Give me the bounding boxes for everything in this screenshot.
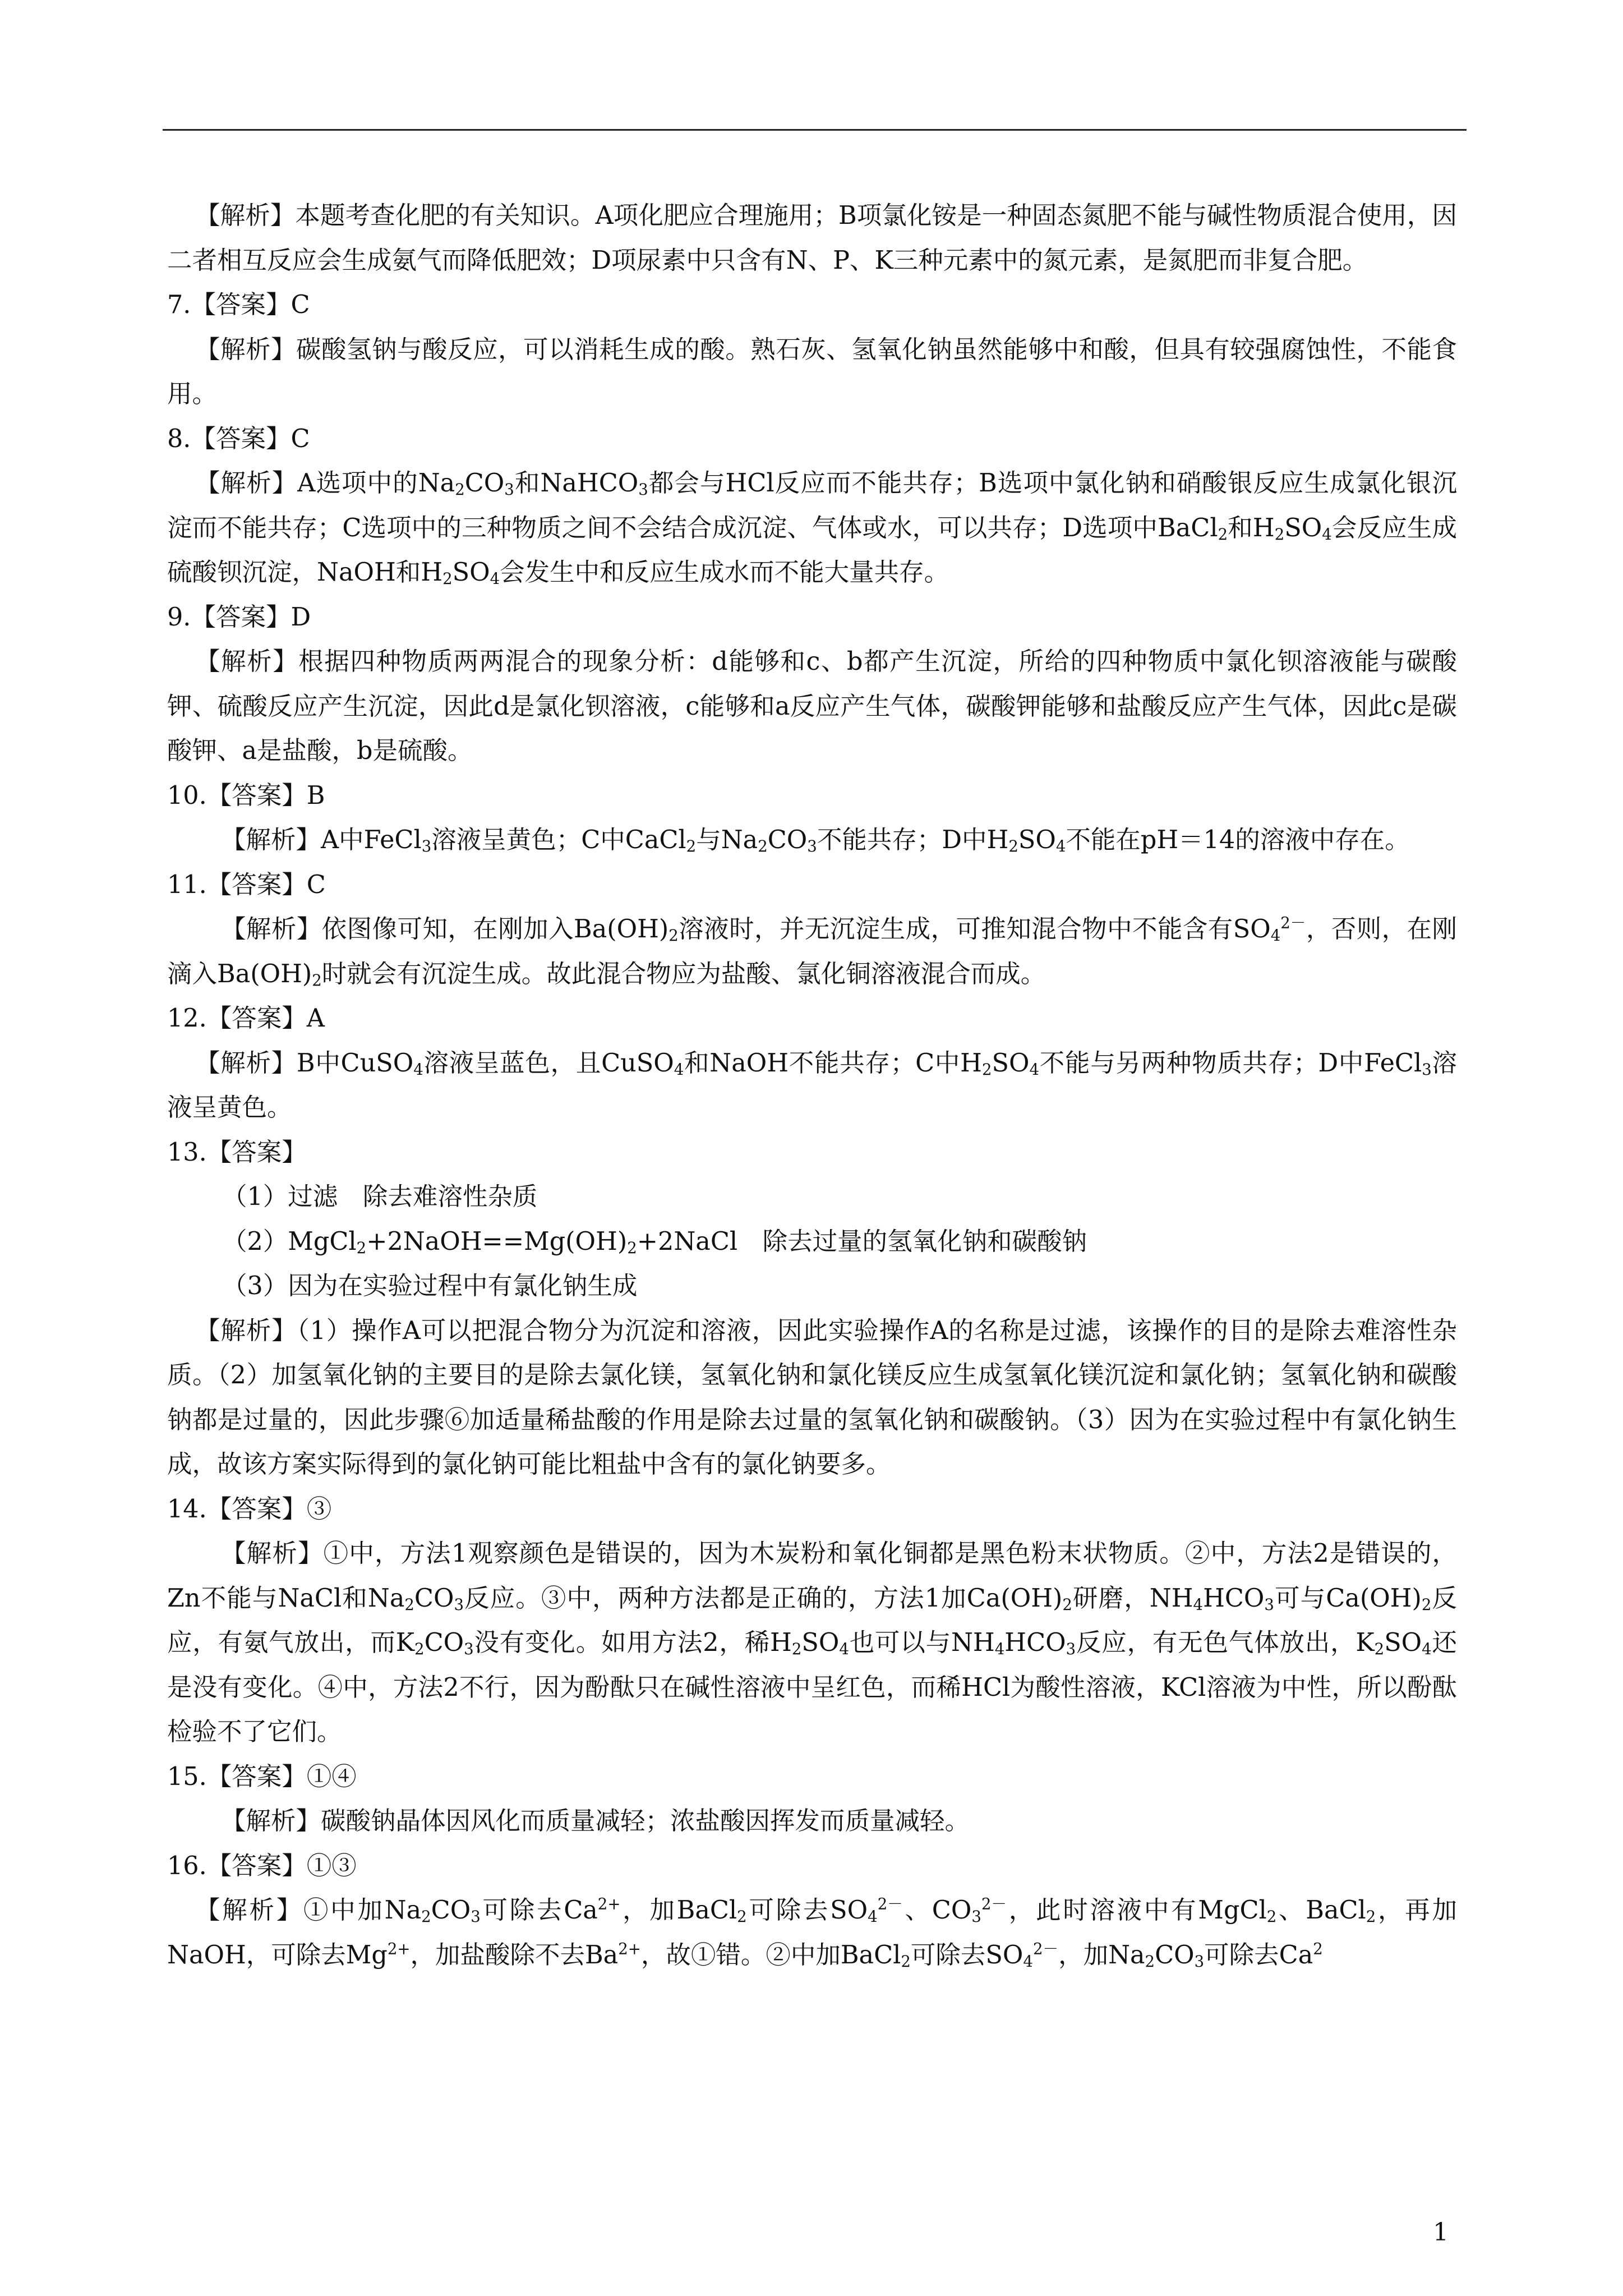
answer-item: $(2)MgCl_2+2NaOH==Mg(OH)_2+2NaCl$ 除去过量的氢氧化钠和碳酸钠 [222, 1227, 1087, 1257]
explanation-paragraph: 【解析】碳酸钠晶体因风化而质量减轻；浓盐酸因挥发而质量减轻。 [221, 1807, 970, 1835]
explanation-paragraph: 【解析】碳酸氢钠与酸反应，可以消耗生成的酸。熟石灰、氢氧化钠虽然能够中和酸，但具有较强腐蚀性，不能食用。 [167, 335, 1457, 408]
answer-label: 16.【答案】①③ [167, 1851, 357, 1880]
explanation-paragraph: 【解析】A中FeCl$_3$溶液呈黄色；C中CaCl$_2$与$Na_2CO_3$不能共存；D中$H_2SO_4$不能在pH＝14的溶液中存在。 [221, 826, 1410, 856]
explanation-paragraph: 【解析】依图像可知，在刚加入$Ba(OH)_2$溶液时，并无沉淀生成，可推知混合物中不能含有$SO_4^{2-}$，否则，在刚滴入$Ba(OH)_2$时就会有沉淀生成。故此混合物应为盐酸、氯化铜溶液混合而成。 [167, 913, 1457, 990]
answer-label: 8.【答案】C [167, 424, 310, 453]
explanation-paragraph: 【解析】本题考查化肥的有关知识。A项化肥应合理施用；B项氯化铵是一种固态氮肥不能与碱性物质混合使用，因二者相互反应会生成氨气而降低肥效；D项尿素中只含有N、P、K三种元素中的氮元素，是氮肥而非复合肥。 [167, 201, 1457, 275]
answer-label: 11.【答案】C [167, 870, 326, 899]
explanation-paragraph: 【解析】A选项中的$Na_2CO_3$和NaHCO$_3$都会与HCl反应而不能共存；B选项中氯化钠和硝酸银反应生成氯化银沉淀而不能共存；C选项中的三种物质之间不会结合成沉淀、气体或水，可以共存；D选项中BaCl$_2$和$H_2SO_4$会反应生成硫酸钡沉淀，NaOH和$H_2SO_4$会发生中和反应生成水而不能大量共存。 [167, 469, 1457, 588]
answer-label: 14.【答案】③ [167, 1494, 332, 1524]
explanation-paragraph: 【解析】（1）操作A可以把混合物分为沉淀和溶液，因此实验操作A的名称是过滤，该操作的目的是除去难溶性杂质。（2）加氢氧化钠的主要目的是除去氯化镁，氢氧化钠和氯化镁反应生成氢氧化镁沉淀和氯化钠；氢氧化钠和碳酸钠都是过量的，因此步骤⑥加适量稀盐酸的作用是除去过量的氢氧化钠和碳酸钠。（3）因为在实验过程中有氯化钠生成，故该方案实际得到的氯化钠可能比粗盐中含有的氯化钠要多。 [167, 1316, 1457, 1479]
answer-label: 7.【答案】C [167, 291, 310, 319]
explanation-paragraph: 【解析】①中加$Na_2CO_3$可除去$Ca^{2+}$，加BaCl$_2$可除去$SO_4^{2-}$、$CO_3^{2-}$，此时溶液中有MgCl$_2$、BaCl$_2$，再加NaOH，可除去$Mg^{2+}$，加盐酸除不去$Ba^{2+}$，故①错。②中加BaCl$_2$可除去$SO_4^{2-}$，加$Na_2CO_3$可除去Ca$^2$ [167, 1894, 1458, 1971]
explanation-paragraph: 【解析】根据四种物质两两混合的现象分析：d能够和c、b都产生沉淀，所给的四种物质中氯化钡溶液能与碳酸钾、硫酸反应产生沉淀，因此d是氯化钡溶液，c能够和a反应产生气体，碳酸钾能够和盐酸反应产生气体，因此c是碳酸钾、a是盐酸，b是硫酸。 [167, 647, 1457, 765]
answer-label: 12.【答案】A [167, 1004, 325, 1033]
answer-label: 9.【答案】D [167, 602, 311, 632]
page-number: 1 [1433, 2218, 1449, 2247]
answer-item: （1）过滤 除去难溶性杂质 [222, 1182, 538, 1211]
answer-label: 15.【答案】①④ [167, 1762, 357, 1791]
answer-label: 10.【答案】B [167, 781, 325, 810]
explanation-paragraph: 【解析】①中，方法1观察颜色是错误的，因为木炭粉和氧化铜都是黑色粉末状物质。②中，方法2是错误的，Zn不能与NaCl和$Na_2CO_3$反应。③中，两种方法都是正确的，方法1加$Ca(OH)_2$研磨，$NH_4HCO_3$可与$Ca(OH)_2$反应，有氨气放出，而$K_2CO_3$没有变化。如用方法2，稀$H_2SO_4$也可以与$NH_4HCO_3$反应，有无色气体放出，$K_2SO_4$还是没有变化。④中，方法2不行，因为酚酞只在碱性溶液中呈红色，而稀HCl为酸性溶液，KCl溶液为中性，所以酚酞检验不了它们。 [167, 1539, 1458, 1746]
answer-label: 13.【答案】 [167, 1138, 307, 1167]
header-rule [163, 129, 1467, 131]
document-body [167, 194, 1457, 1977]
explanation-paragraph: 【解析】B中CuSO$_4$溶液呈蓝色，且CuSO$_4$和NaOH不能共存；C中$H_2SO_4$不能与另两种物质共存；D中FeCl$_3$溶液呈黄色。 [167, 1048, 1457, 1122]
answer-item: （3）因为在实验过程中有氯化钠生成 [222, 1272, 638, 1300]
